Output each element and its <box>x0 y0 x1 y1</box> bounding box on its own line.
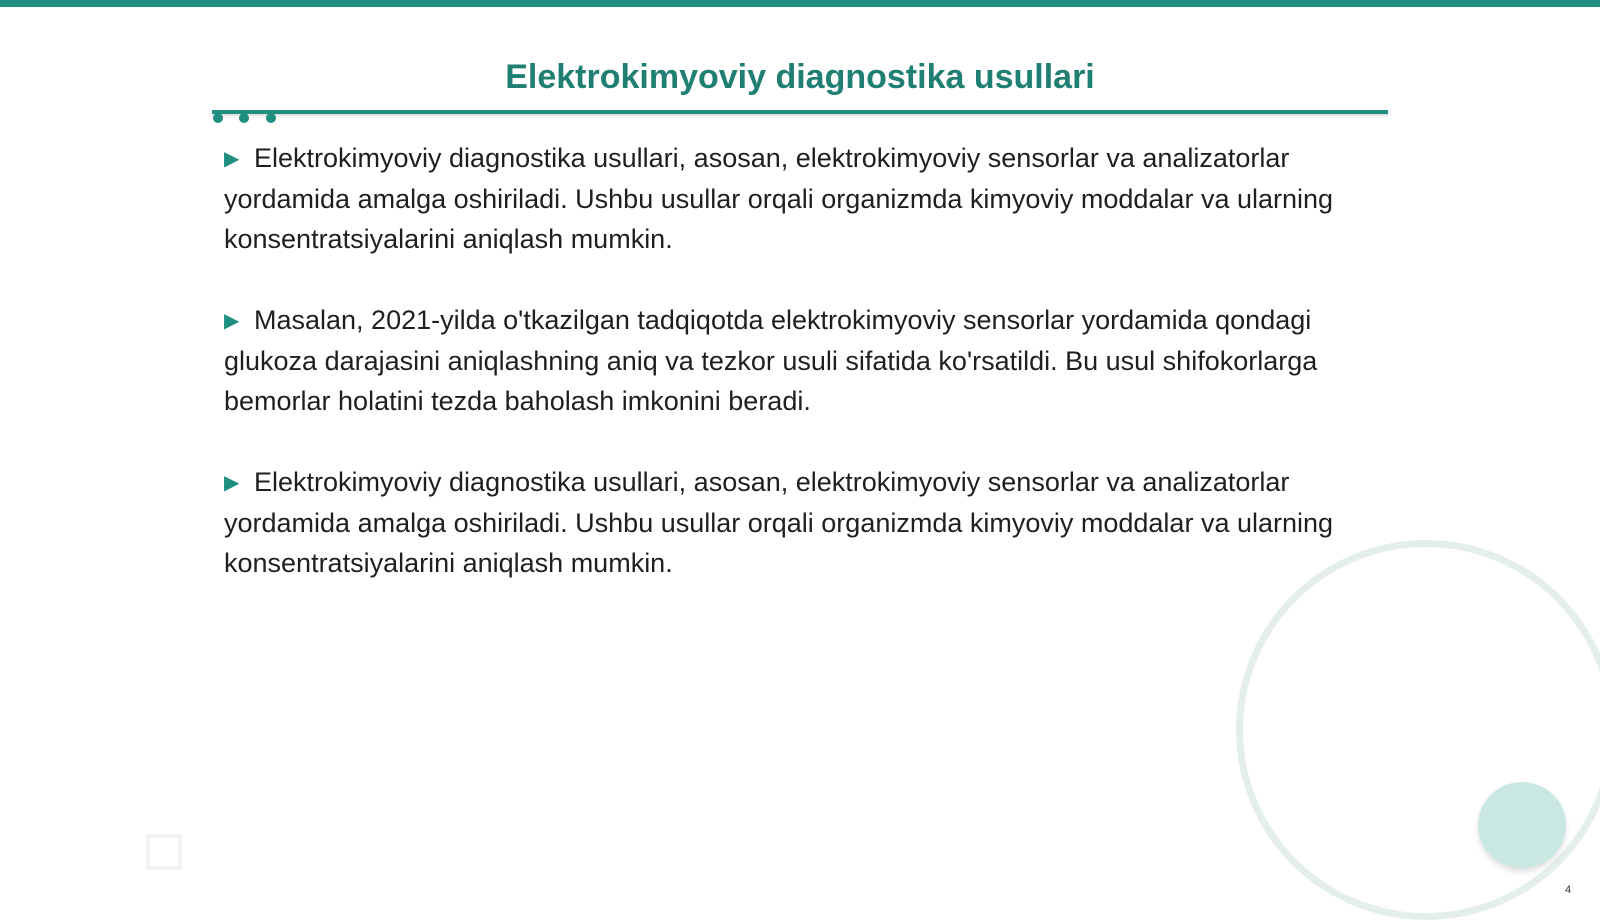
triangle-bullet-icon: ▶ <box>224 148 240 170</box>
decorative-dot <box>213 113 223 123</box>
decorative-dot <box>266 113 276 123</box>
triangle-bullet-icon: ▶ <box>224 310 240 332</box>
triangle-bullet-icon: ▶ <box>224 472 240 494</box>
bullet-text: Elektrokimyoviy diagnostika usullari, asosan, elektrokimyoviy sensorlar va analizatorlar yordamida amalga oshiriladi. Ushbu usullar orqali organizmda kimyoviy moddalar va ularning konsentratsiyalarini aniqlash mumkin. <box>224 143 1334 254</box>
decorative-circle <box>1478 782 1566 868</box>
bullet-item <box>224 300 1374 421</box>
bullet-text: Elektrokimyoviy diagnostika usullari, asosan, elektrokimyoviy sensorlar va analizatorlar yordamida amalga oshiriladi. Ushbu usullar orqali organizmda kimyoviy moddalar va ularning konsentratsiyalarini aniqlash mumkin. <box>224 467 1334 578</box>
bullet-list <box>224 138 1374 624</box>
bullet-text: Masalan, 2021-yilda o'tkazilgan tadqiqotda elektrokimyoviy sensorlar yordamida qondagi glukoza darajasini aniqlashning aniq va tezkor usuli sifatida ko'rsatildi. Bu usul shifokorlarga bemorlar holatini tezda baholash imkonini beradi. <box>224 305 1318 416</box>
bullet-item <box>224 462 1374 583</box>
decorative-square <box>146 834 182 870</box>
top-accent-bar <box>0 0 1600 7</box>
decorative-ring <box>1236 540 1600 920</box>
page-number: 4 <box>1565 884 1572 896</box>
bullet-item <box>224 138 1374 259</box>
title-underline <box>212 110 1388 114</box>
slide-title: Elektrokimyoviy diagnostika usullari <box>505 58 1095 96</box>
decorative-dot <box>239 113 249 123</box>
